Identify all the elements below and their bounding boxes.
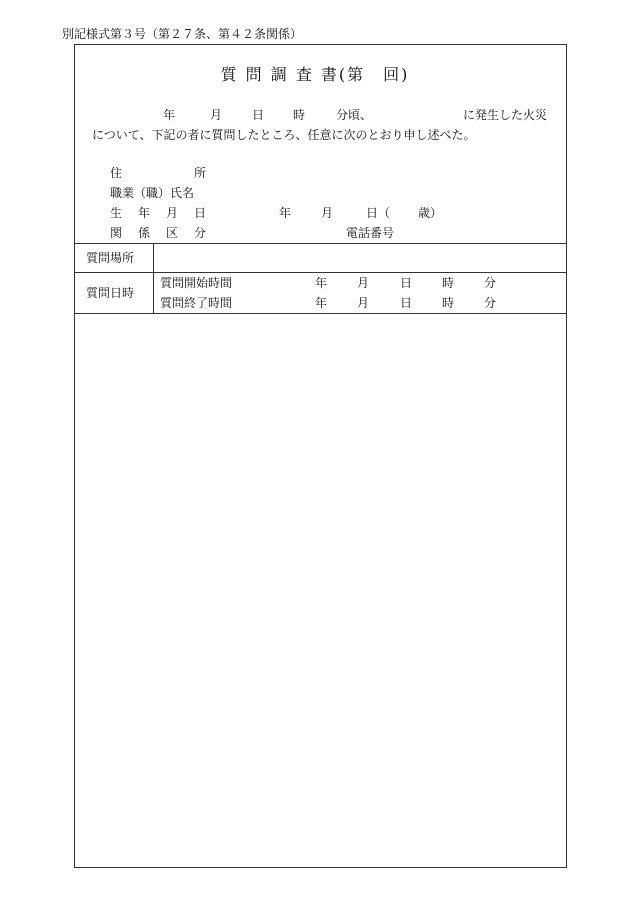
start-time-label: 質問開始時間 xyxy=(160,276,233,290)
intro-statement: について、下記の者に質問したところ、任意に次のとおり申し述べた。 xyxy=(92,128,476,142)
intro-minute-unit: 分頃、 xyxy=(336,108,373,122)
field-phone-label: 電話番号 xyxy=(346,226,395,240)
birth-month-unit: 月 xyxy=(321,206,334,220)
start-hour-unit: 時 xyxy=(442,276,455,290)
table-mid-rule xyxy=(74,272,567,273)
field-address-char1: 住 xyxy=(110,166,123,180)
end-month-unit: 月 xyxy=(357,296,370,310)
field-birth-char2: 年 xyxy=(138,206,151,220)
birth-year-unit: 年 xyxy=(279,206,292,220)
field-relation-char2: 係 xyxy=(138,226,151,240)
birth-day-unit: 日（ xyxy=(366,206,391,220)
end-time-label: 質問終了時間 xyxy=(160,296,233,310)
end-hour-unit: 時 xyxy=(442,296,455,310)
document-title: 質 問 調 査 書(第 回) xyxy=(220,65,410,84)
start-minute-unit: 分 xyxy=(484,276,497,290)
statement-area[interactable] xyxy=(75,314,566,867)
end-year-unit: 年 xyxy=(315,296,328,310)
end-minute-unit: 分 xyxy=(484,296,497,310)
start-day-unit: 日 xyxy=(400,276,413,290)
table-column-rule xyxy=(153,243,154,313)
field-birth-char4: 日 xyxy=(194,206,207,220)
start-year-unit: 年 xyxy=(315,276,328,290)
field-relation-char4: 分 xyxy=(194,226,207,240)
intro-year-unit: 年 xyxy=(163,108,176,122)
field-occupation-name: 職業（職）氏名 xyxy=(110,186,195,200)
intro-hour-unit: 時 xyxy=(293,108,306,122)
table-top-rule xyxy=(74,243,567,244)
start-month-unit: 月 xyxy=(357,276,370,290)
intro-fire-phrase: に発生した火災 xyxy=(463,108,548,122)
birth-age-unit: 歳） xyxy=(418,206,443,220)
field-relation-char1: 関 xyxy=(110,226,123,240)
intro-day-unit: 日 xyxy=(252,108,265,122)
datetime-label: 質問日時 xyxy=(86,286,135,300)
field-relation-char3: 区 xyxy=(166,226,179,240)
form-number-label: 別記様式第３号（第２７条、第４２条関係） xyxy=(62,27,303,41)
field-birth-char1: 生 xyxy=(110,206,123,220)
field-birth-char3: 月 xyxy=(166,206,179,220)
intro-month-unit: 月 xyxy=(210,108,223,122)
field-address-char2: 所 xyxy=(194,166,207,180)
place-label: 質問場所 xyxy=(86,251,135,265)
end-day-unit: 日 xyxy=(400,296,413,310)
